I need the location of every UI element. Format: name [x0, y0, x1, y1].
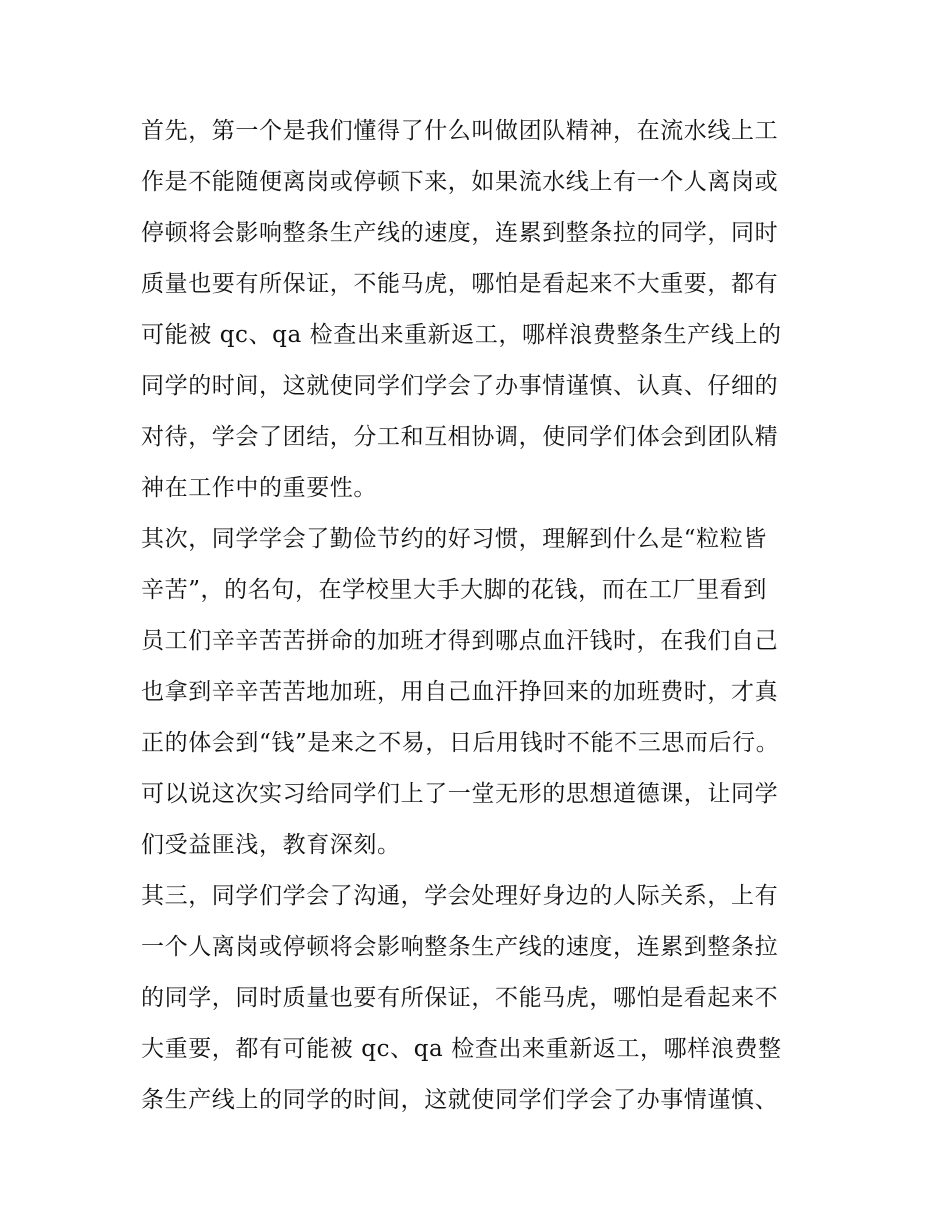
text-line: 正的体会到“钱”是来之不易，日后用钱时不能不三思而后行。 — [141, 730, 780, 756]
text-line: 作是不能随便离岗或停顿下来，如果流水线上有一个人离岗或 — [141, 169, 779, 195]
text-line: 其三，同学们学会了沟通，学会处理好身边的人际关系，上有 — [141, 883, 779, 909]
text-line: 可能被 qc、qa 检查出来重新返工，哪样浪费整条生产线上的 — [141, 322, 782, 348]
text-line: 员工们辛辛苦苦拼命的加班才得到哪点血汗钱时，在我们自己 — [141, 628, 779, 654]
text-line: 可以说这次实习给同学们上了一堂无形的思想道德课，让同学 — [141, 781, 779, 807]
text-line: 同学的时间，这就使同学们学会了办事情谨慎、认真、仔细的 — [141, 373, 779, 399]
text-line: 条生产线上的同学的时间，这就使同学们学会了办事情谨慎、 — [141, 1087, 779, 1113]
document-body — [141, 106, 813, 1126]
text-line: 质量也要有所保证，不能马虎，哪怕是看起来不大重要，都有 — [141, 271, 779, 297]
text-line: 辛苦”，的名句，在学校里大手大脚的花钱，而在工厂里看到 — [141, 577, 767, 603]
text-line: 对待，学会了团结，分工和互相协调，使同学们体会到团队精 — [141, 424, 779, 450]
text-line: 们受益匪浅，教育深刻。 — [141, 832, 401, 858]
text-line: 其次，同学学会了勤俭节约的好习惯，理解到什么是“粒粒皆 — [141, 526, 767, 552]
paragraph-thrift — [141, 514, 813, 871]
text-line: 大重要，都有可能被 qc、qa 检查出来重新返工，哪样浪费整 — [141, 1036, 782, 1062]
text-line: 神在工作中的重要性。 — [141, 475, 377, 501]
paragraph-communication — [141, 871, 813, 1126]
text-line: 一个人离岗或停顿将会影响整条生产线的速度，连累到整条拉 — [141, 934, 779, 960]
text-line: 停顿将会影响整条生产线的速度，连累到整条拉的同学，同时 — [141, 220, 779, 246]
paragraph-teamwork — [141, 106, 813, 514]
text-line: 的同学，同时质量也要有所保证，不能马虎，哪怕是看起来不 — [141, 985, 779, 1011]
text-line: 也拿到辛辛苦苦地加班，用自己血汗挣回来的加班费时，才真 — [141, 679, 779, 705]
text-line: 首先，第一个是我们懂得了什么叫做团队精神，在流水线上工 — [141, 118, 779, 144]
